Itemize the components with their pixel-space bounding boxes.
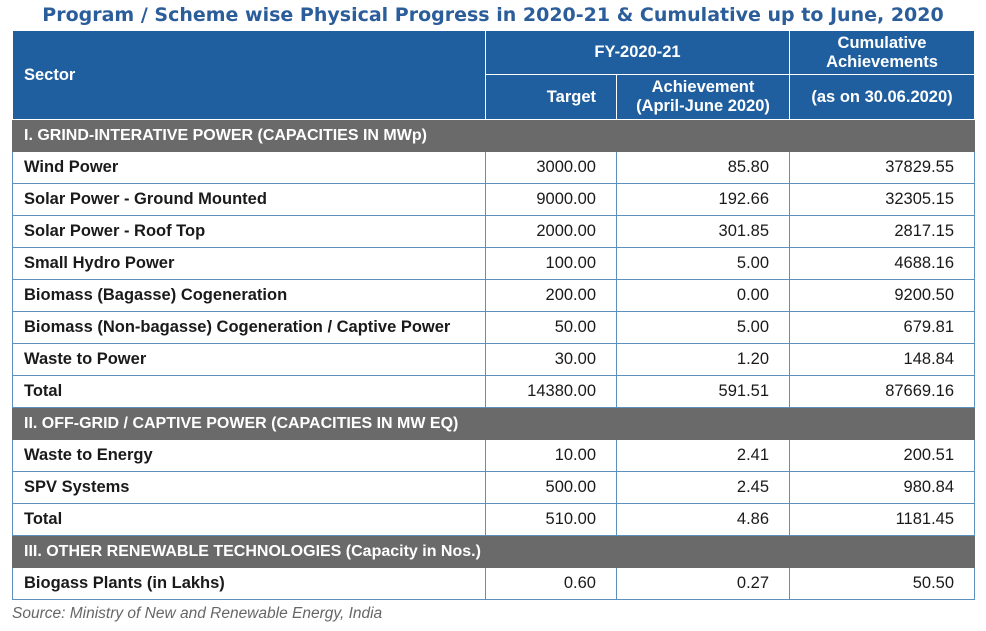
section-row <box>13 408 975 440</box>
table-row <box>13 344 975 376</box>
progress-table <box>12 30 975 600</box>
row-target: 200.00 <box>486 280 617 312</box>
source-note: Source: Ministry of New and Renewable Energy, India <box>12 605 383 622</box>
row-target: 30.00 <box>486 344 617 376</box>
header-cumulative <box>790 31 975 75</box>
table-row <box>13 248 975 280</box>
section-heading: I. GRIND-INTERATIVE POWER (CAPACITIES IN MWp) <box>13 120 975 152</box>
row-target: 2000.00 <box>486 216 617 248</box>
row-name: Waste to Energy <box>13 440 486 472</box>
row-name: Waste to Power <box>13 344 486 376</box>
section-heading: II. OFF-GRID / CAPTIVE POWER (CAPACITIES IN MW EQ) <box>13 408 975 440</box>
row-target: 50.00 <box>486 312 617 344</box>
row-cumulative: 87669.16 <box>790 376 975 408</box>
table-row <box>13 440 975 472</box>
row-name: Small Hydro Power <box>13 248 486 280</box>
row-achievement: 4.86 <box>617 504 790 536</box>
header-achievement-line2: (April-June 2020) <box>636 97 770 115</box>
row-name: Biogass Plants (in Lakhs) <box>13 568 486 600</box>
row-target: 3000.00 <box>486 152 617 184</box>
row-cumulative: 980.84 <box>790 472 975 504</box>
table-row <box>13 472 975 504</box>
row-achievement: 2.41 <box>617 440 790 472</box>
row-name: Solar Power - Ground Mounted <box>13 184 486 216</box>
row-name: Biomass (Non-bagasse) Cogeneration / Captive Power <box>13 312 486 344</box>
row-achievement: 301.85 <box>617 216 790 248</box>
row-achievement: 0.27 <box>617 568 790 600</box>
row-cumulative: 1181.45 <box>790 504 975 536</box>
header-cumulative-line1: Cumulative <box>837 33 927 52</box>
row-target: 9000.00 <box>486 184 617 216</box>
row-cumulative: 50.50 <box>790 568 975 600</box>
header-sector: Sector <box>13 31 486 120</box>
row-achievement: 0.00 <box>617 280 790 312</box>
row-achievement: 85.80 <box>617 152 790 184</box>
row-name: Biomass (Bagasse) Cogeneration <box>13 280 486 312</box>
table-row <box>13 184 975 216</box>
header-fy: FY-2020-21 <box>486 31 790 75</box>
section-row <box>13 120 975 152</box>
row-name: Total <box>13 504 486 536</box>
header-as-on: (as on 30.06.2020) <box>790 75 975 120</box>
row-cumulative: 2817.15 <box>790 216 975 248</box>
row-cumulative: 37829.55 <box>790 152 975 184</box>
row-achievement: 591.51 <box>617 376 790 408</box>
header-target: Target <box>486 75 617 120</box>
row-cumulative: 200.51 <box>790 440 975 472</box>
row-target: 500.00 <box>486 472 617 504</box>
header-cumulative-line2: Achievements <box>826 52 938 71</box>
row-achievement: 5.00 <box>617 312 790 344</box>
row-cumulative: 4688.16 <box>790 248 975 280</box>
table-row <box>13 568 975 600</box>
header-achievement <box>617 75 790 120</box>
header-achievement-line1: Achievement <box>651 78 755 96</box>
row-cumulative: 9200.50 <box>790 280 975 312</box>
table-row <box>13 280 975 312</box>
row-target: 0.60 <box>486 568 617 600</box>
row-name: SPV Systems <box>13 472 486 504</box>
table-row <box>13 312 975 344</box>
row-achievement: 192.66 <box>617 184 790 216</box>
section-heading: III. OTHER RENEWABLE TECHNOLOGIES (Capacity in Nos.) <box>13 536 975 568</box>
row-target: 100.00 <box>486 248 617 280</box>
row-cumulative: 32305.15 <box>790 184 975 216</box>
row-cumulative: 679.81 <box>790 312 975 344</box>
row-name: Wind Power <box>13 152 486 184</box>
row-target: 10.00 <box>486 440 617 472</box>
row-name: Total <box>13 376 486 408</box>
row-achievement: 5.00 <box>617 248 790 280</box>
section-row <box>13 536 975 568</box>
table-row <box>13 216 975 248</box>
table-row <box>13 376 975 408</box>
row-achievement: 2.45 <box>617 472 790 504</box>
row-cumulative: 148.84 <box>790 344 975 376</box>
row-target: 510.00 <box>486 504 617 536</box>
table-row <box>13 504 975 536</box>
row-target: 14380.00 <box>486 376 617 408</box>
row-achievement: 1.20 <box>617 344 790 376</box>
page-title: Program / Scheme wise Physical Progress in 2020-21 & Cumulative up to June, 2020 <box>42 4 944 26</box>
table-row <box>13 152 975 184</box>
table-header <box>13 31 975 120</box>
row-name: Solar Power - Roof Top <box>13 216 486 248</box>
table-body <box>13 120 975 600</box>
